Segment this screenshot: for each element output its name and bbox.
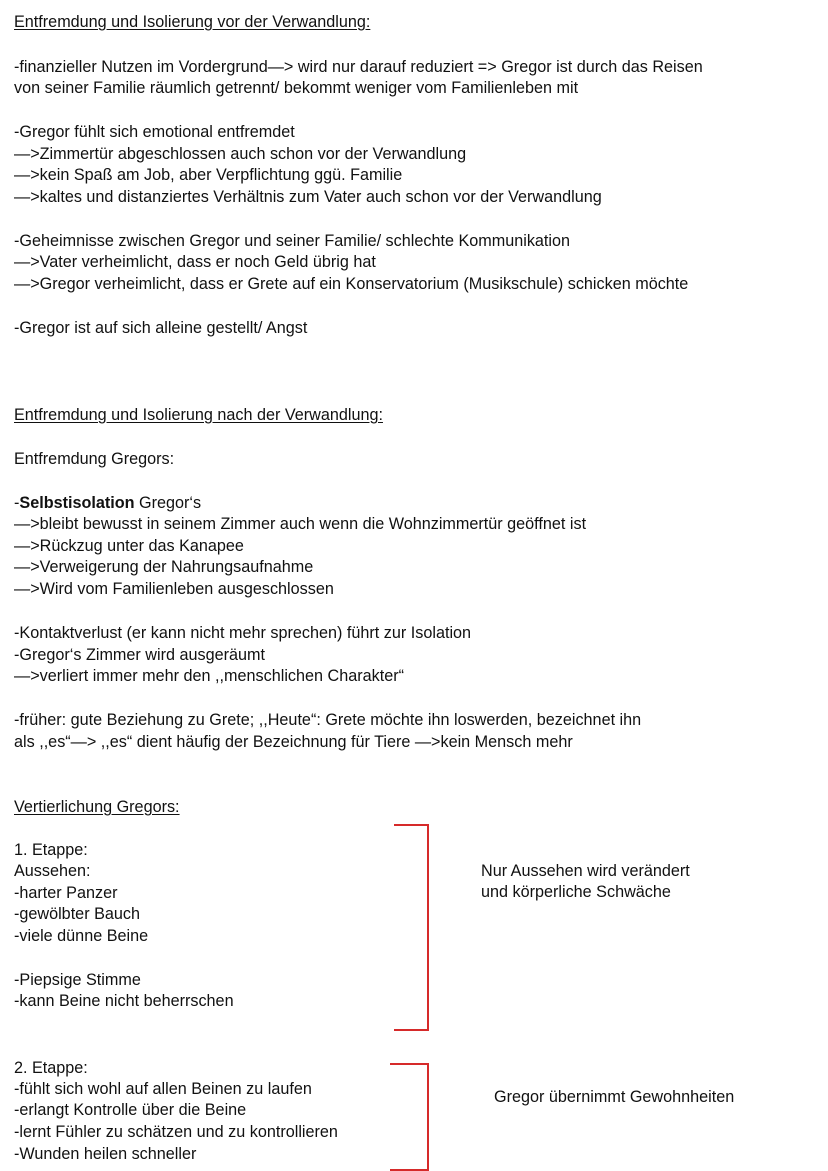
heading-animal: Vertierlichung Gregors:: [14, 798, 180, 816]
text-line: als ,,es“—> ,,es“ dient häufig der Bezeichnung für Tiere —>kein Mensch mehr: [14, 733, 573, 751]
list-item: -harter Panzer: [14, 884, 118, 902]
text-line: -Gregor ist auf sich alleine gestellt/ Angst: [14, 319, 308, 337]
list-item: -erlangt Kontrolle über die Beine: [14, 1101, 247, 1119]
heading-before: Entfremdung und Isolierung vor der Verwandlung:: [14, 13, 371, 31]
list-item: -kann Beine nicht beherrschen: [14, 992, 234, 1010]
stage1-note-line1: Nur Aussehen wird verändert: [481, 862, 690, 880]
text-line: -Kontaktverlust (er kann nicht mehr sprechen) führt zur Isolation: [14, 624, 472, 642]
text-line-selbstisolation: [14, 492, 201, 514]
text-line: -früher: gute Beziehung zu Grete; ,,Heute“: Grete möchte ihn loswerden, bezeichnet ihn: [14, 711, 642, 729]
text-line: von seiner Familie räumlich getrennt/ bekommt weniger vom Familienleben mit: [14, 79, 579, 97]
list-item: Aussehen:: [14, 862, 91, 880]
text-line: —>Vater verheimlicht, dass er noch Geld übrig hat: [14, 253, 376, 271]
list-item: -lernt Fühler zu schätzen und zu kontrollieren: [14, 1123, 338, 1141]
text-line: —>kein Spaß am Job, aber Verpflichtung ggü. Familie: [14, 166, 403, 184]
text-line: —>kaltes und distanziertes Verhältnis zum Vater auch schon vor der Verwandlung: [14, 188, 602, 206]
stage1-title: 1. Etappe:: [14, 841, 88, 859]
text-line: -Gregor fühlt sich emotional entfremdet: [14, 123, 295, 141]
text-line: -Gregor‘s Zimmer wird ausgeräumt: [14, 646, 265, 664]
stage2-title: 2. Etappe:: [14, 1059, 88, 1077]
text-line: —>Gregor verheimlicht, dass er Grete auf ein Konservatorium (Musikschule) schicken möchte: [14, 275, 689, 293]
bold-term: Selbstisolation: [19, 494, 135, 512]
list-item: -Piepsige Stimme: [14, 971, 141, 989]
text-line: —>Verweigerung der Nahrungsaufnahme: [14, 558, 314, 576]
subheading: Entfremdung Gregors:: [14, 450, 175, 468]
text-fragment: Gregor‘s: [134, 494, 202, 512]
list-item: -viele dünne Beine: [14, 927, 149, 945]
heading-after: Entfremdung und Isolierung nach der Verwandlung:: [14, 406, 383, 424]
bracket-stage1: [394, 824, 429, 1031]
text-line: -Geheimnisse zwischen Gregor und seiner Familie/ schlechte Kommunikation: [14, 232, 571, 250]
text-line: —>verliert immer mehr den ,,menschlichen Charakter“: [14, 667, 404, 685]
list-item: -fühlt sich wohl auf allen Beinen zu laufen: [14, 1080, 312, 1098]
text-line: —>Zimmertür abgeschlossen auch schon vor der Verwandlung: [14, 145, 467, 163]
stage1-note-line2: und körperliche Schwäche: [481, 883, 671, 901]
list-item: -gewölbter Bauch: [14, 905, 140, 923]
text-fragment: -: [14, 494, 20, 512]
text-line: —>bleibt bewusst in seinem Zimmer auch wenn die Wohnzimmertür geöffnet ist: [14, 515, 587, 533]
text-line: -finanzieller Nutzen im Vordergrund—> wird nur darauf reduziert => Gregor ist durch das Reisen: [14, 58, 703, 76]
stage2-note: Gregor übernimmt Gewohnheiten: [494, 1088, 735, 1106]
bracket-stage2: [390, 1063, 429, 1171]
list-item: -Wunden heilen schneller: [14, 1145, 197, 1163]
text-line: —>Rückzug unter das Kanapee: [14, 537, 244, 555]
text-line: —>Wird vom Familienleben ausgeschlossen: [14, 580, 334, 598]
